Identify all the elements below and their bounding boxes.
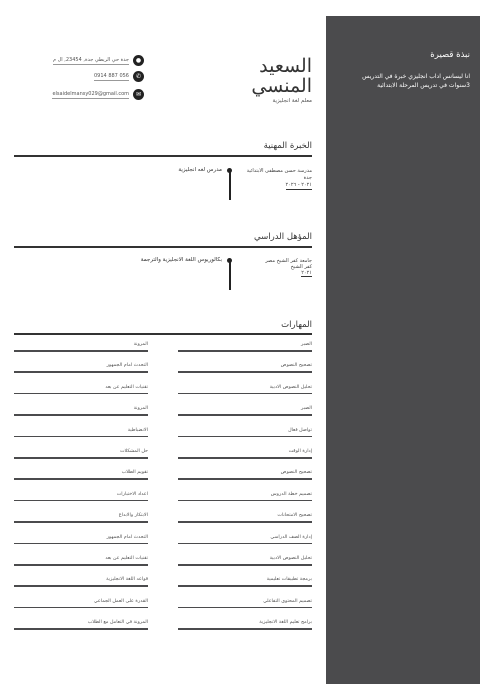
skill-label: القدرة على العمل الجماعي	[93, 598, 148, 604]
contact-email-row	[52, 89, 144, 100]
education-timeline-line	[229, 262, 231, 290]
skill-bar-fill	[178, 564, 312, 566]
last-name: المنسي	[251, 75, 312, 97]
skill-bar-fill	[178, 457, 312, 459]
skill-item	[14, 620, 148, 632]
skill-item	[178, 342, 312, 354]
skill-bar-track	[14, 371, 148, 373]
skill-item	[178, 535, 312, 547]
skill-bar-track	[178, 393, 312, 395]
skill-bar-fill	[178, 478, 312, 480]
skill-item	[178, 577, 312, 589]
skill-label: تحليل النصوص الادبية	[269, 556, 312, 561]
skill-item	[14, 385, 148, 397]
skill-item	[14, 577, 148, 589]
skill-item	[178, 385, 312, 397]
education-university: جامعة كفر الشيخ مصر	[265, 258, 312, 264]
skill-label: برمجة تطبيقات تعليمية	[266, 577, 312, 583]
skill-label: المرونة	[133, 406, 148, 412]
skill-label: التحدث امام الجمهور	[106, 534, 148, 540]
skill-bar-fill	[178, 585, 312, 587]
skill-bar-fill	[14, 500, 148, 502]
contact-address-row	[53, 55, 144, 66]
skill-item	[14, 470, 148, 482]
skill-label: إدارة الصف الدراسي	[270, 534, 312, 540]
skills-title: المهارات	[281, 320, 312, 330]
skill-label: تقويم الطلاب	[121, 470, 148, 476]
skill-bar-fill	[14, 478, 148, 480]
skill-label: تصميم خطة الدروس	[270, 491, 312, 497]
contact-phone-row	[94, 71, 144, 82]
skill-item	[14, 363, 148, 375]
skill-bar-track	[14, 585, 148, 587]
skill-label: تقنيات التعليم عن بعد	[105, 384, 148, 390]
skill-label: تصحيح الامتحانات	[277, 513, 312, 519]
skill-bar-fill	[178, 607, 312, 609]
skill-bar-fill	[14, 371, 148, 373]
skill-label: إدارة الوقت	[288, 449, 312, 454]
skill-item	[178, 470, 312, 482]
education-details	[265, 258, 312, 277]
sidebar-title: نبذة قصيرة	[430, 50, 470, 60]
skill-label: حل المشكلات	[120, 449, 148, 454]
education-divider	[14, 246, 312, 248]
experience-divider	[14, 155, 312, 157]
skill-bar-fill	[14, 521, 148, 523]
skill-bar-fill	[178, 414, 312, 416]
skill-item	[14, 428, 148, 440]
skill-label: الانضباطية	[127, 427, 148, 433]
contact-phone: 0914 887 056	[94, 72, 129, 79]
skill-label: تصحيح النصوص	[280, 363, 312, 369]
experience-city: جدة	[303, 175, 312, 181]
skill-bar-track	[178, 564, 312, 566]
skill-item	[178, 556, 312, 568]
skill-bar-track	[178, 350, 312, 352]
skill-bar-track	[178, 478, 312, 480]
skill-bar-track	[178, 585, 312, 587]
skill-bar-track	[178, 457, 312, 459]
skill-label: الابتكار والابداع	[118, 513, 148, 519]
skill-bar-track	[14, 500, 148, 502]
skill-bar-fill	[14, 414, 148, 416]
job-title: معلم لغة انجليزية	[272, 98, 312, 104]
skill-bar-track	[178, 436, 312, 438]
skill-label: تواصل فعال	[288, 427, 312, 433]
envelope-icon: ✉	[133, 89, 144, 100]
skill-item	[14, 599, 148, 611]
contact-email[interactable]: elsaidelmansy029@gmail.com	[52, 90, 129, 97]
skill-item	[178, 513, 312, 525]
skill-bar-fill	[178, 371, 312, 373]
skill-bar-fill	[14, 350, 148, 352]
skill-bar-track	[14, 457, 148, 459]
skill-item	[178, 428, 312, 440]
sidebar-panel	[326, 16, 480, 684]
phone-icon: ✆	[133, 71, 144, 82]
skill-bar-fill	[14, 564, 148, 566]
skill-label: تصميم المحتوى التفاعلي	[263, 598, 312, 604]
experience-school: مدرسة حسن مصطفى الابتدائية	[246, 168, 312, 174]
skill-label: اعداد الاختبارات	[116, 491, 148, 497]
skill-bar-fill	[178, 436, 312, 438]
skill-bar-track	[178, 628, 312, 630]
skill-bar-fill	[14, 457, 148, 459]
skill-bar-track	[14, 393, 148, 395]
skill-item	[14, 556, 148, 568]
skill-bar-track	[178, 607, 312, 609]
skill-bar-track	[178, 500, 312, 502]
skill-bar-track	[14, 414, 148, 416]
skill-label: تقنيات التعليم عن بعد	[105, 556, 148, 561]
skill-bar-fill	[14, 393, 148, 395]
skill-item	[14, 449, 148, 461]
skill-item	[178, 599, 312, 611]
skill-label: تصحيح النصوص	[280, 470, 312, 476]
skill-label: المرونة	[133, 342, 148, 347]
skill-bar-track	[14, 436, 148, 438]
skill-label: التحدث امام الجمهور	[106, 363, 148, 369]
skill-item	[178, 492, 312, 504]
skill-item	[178, 406, 312, 418]
skill-label: برامج تعليم اللغة الانجليزية	[259, 620, 312, 626]
skill-bar-track	[14, 607, 148, 609]
experience-details	[247, 168, 312, 190]
skill-bar-fill	[178, 521, 312, 523]
experience-timeline-line	[229, 172, 231, 200]
skill-bar-fill	[14, 607, 148, 609]
skill-bar-fill	[14, 543, 148, 545]
skill-label: المرونة في التعامل مع الطلاب	[87, 620, 148, 626]
skill-bar-fill	[178, 500, 312, 502]
location-pin-icon: ●	[133, 55, 144, 66]
skill-item	[14, 406, 148, 418]
skill-bar-track	[178, 371, 312, 373]
skill-bar-fill	[14, 585, 148, 587]
skill-label: الصبر	[300, 406, 312, 412]
education-degree: بكالوريوس اللغة الانجليزية والترجمة	[140, 257, 222, 263]
skill-item	[14, 535, 148, 547]
experience-position: مدرس لغه انجليزية	[178, 167, 222, 173]
skills-divider	[14, 333, 312, 335]
skill-label: الصبر	[300, 342, 312, 347]
education-year: ٢٠٢١	[301, 270, 312, 276]
skill-item	[178, 449, 312, 461]
skill-item	[178, 363, 312, 375]
education-title: المؤهل الدراسي	[254, 232, 312, 242]
skill-bar-fill	[178, 393, 312, 395]
skill-label: قواعد اللغة الانجليزية	[106, 577, 148, 583]
skill-bar-track	[178, 521, 312, 523]
skill-bar-track	[14, 628, 148, 630]
skill-item	[14, 492, 148, 504]
name-block	[251, 56, 312, 104]
skill-bar-track	[14, 521, 148, 523]
contact-address: جدة حي الربطي جدة, 23454, ال م	[52, 56, 129, 63]
sidebar-summary: انا ليسانس اداب انجليزي خبرة في التدريس 3سنوات في تدريس المرحلة الابتدائية	[362, 73, 470, 89]
skill-bar-fill	[178, 543, 312, 545]
skill-bar-fill	[14, 436, 148, 438]
experience-title: الخبرة المهنية	[263, 141, 312, 151]
skill-bar-fill	[178, 628, 312, 630]
skill-bar-track	[14, 478, 148, 480]
skill-item	[178, 620, 312, 632]
skill-bar-fill	[14, 628, 148, 630]
skill-label: تحليل النصوص الادبية	[269, 384, 312, 390]
skill-bar-fill	[178, 350, 312, 352]
skill-bar-track	[178, 414, 312, 416]
skill-bar-track	[14, 350, 148, 352]
skill-item	[14, 513, 148, 525]
experience-dates: ٢٠٢١ - ٢٠٢٦	[285, 182, 312, 188]
skill-bar-track	[178, 543, 312, 545]
skill-bar-track	[14, 564, 148, 566]
skill-bar-track	[14, 543, 148, 545]
first-name: السعيد	[259, 55, 312, 77]
skill-item	[14, 342, 148, 354]
education-city: كفر الشيخ	[290, 264, 312, 270]
